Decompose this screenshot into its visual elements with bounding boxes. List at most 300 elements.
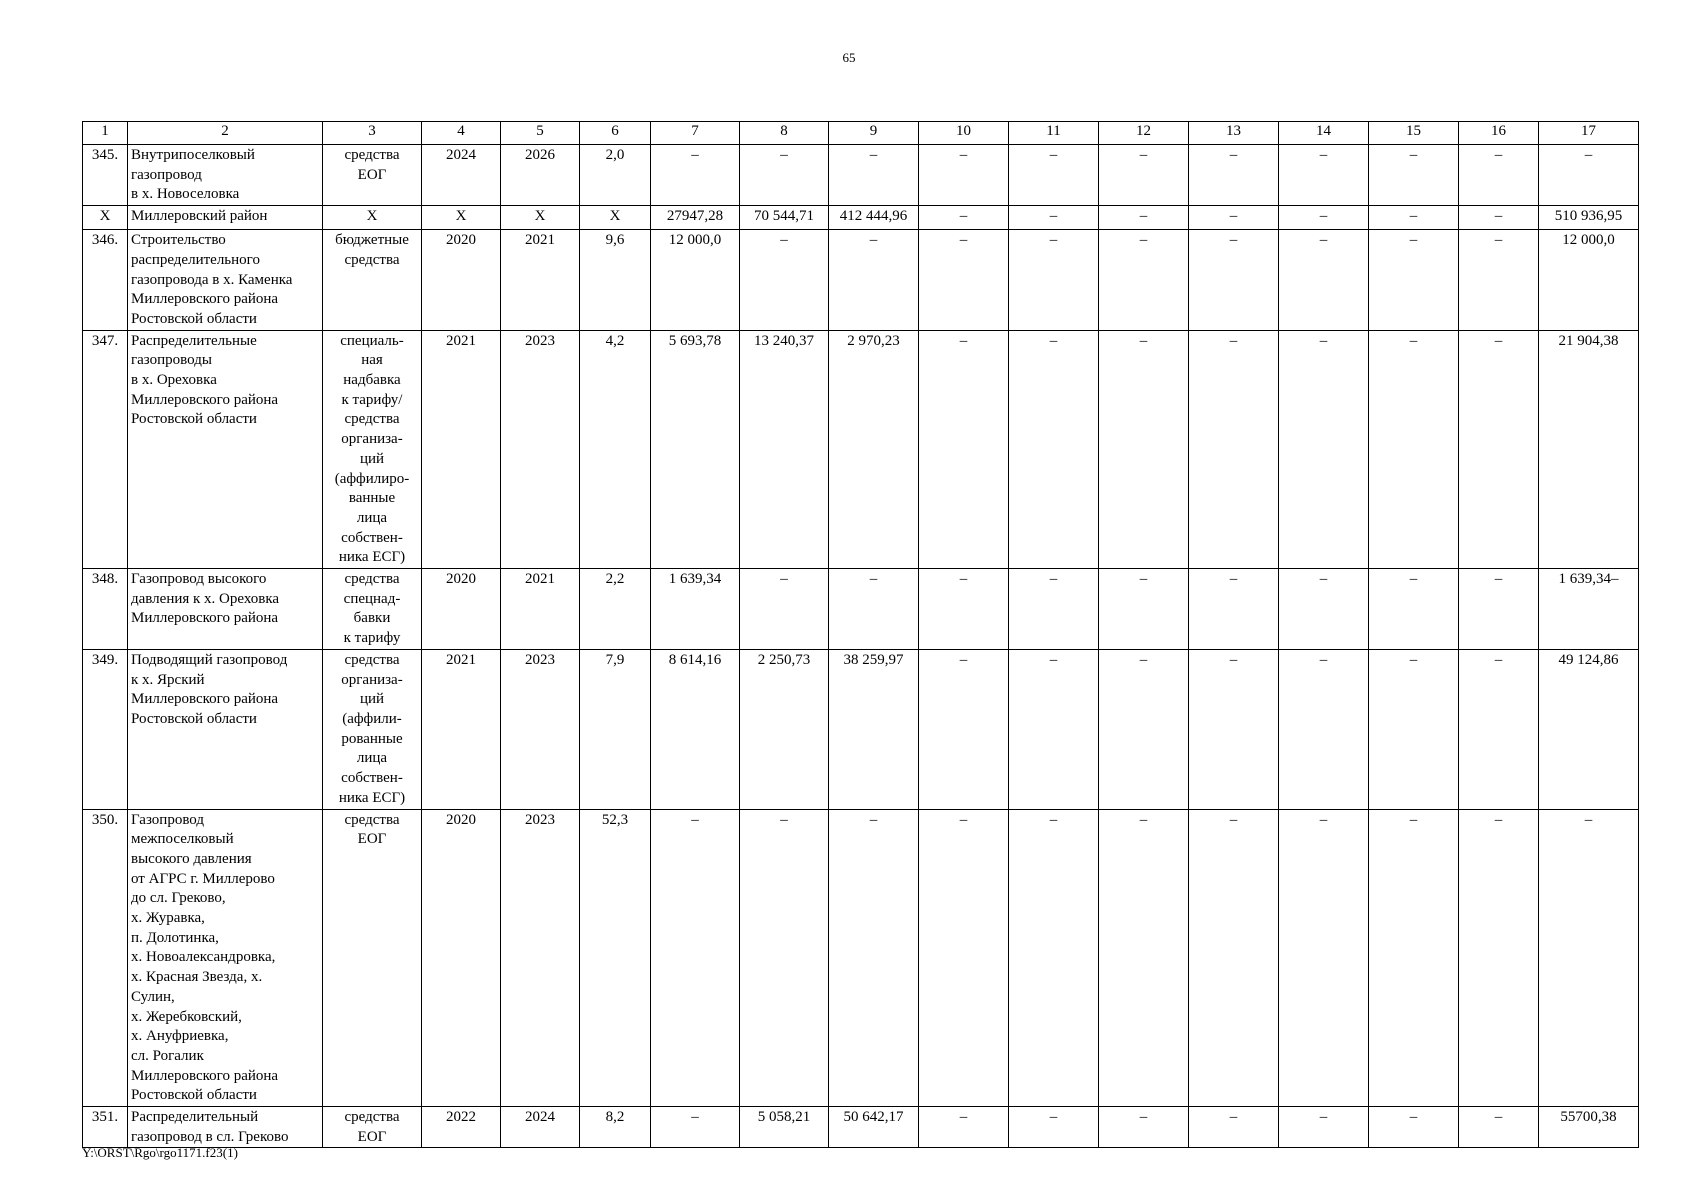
cell-value: 27947,28	[666, 208, 724, 225]
table-cell	[1099, 145, 1189, 206]
cell-value: –	[1409, 208, 1418, 225]
table-cell	[1189, 569, 1279, 650]
cell-value: –	[959, 811, 968, 828]
table-cell	[501, 230, 580, 331]
table-cell	[740, 569, 829, 650]
row-number: 345.	[91, 147, 119, 163]
cell-value: 2026	[525, 147, 555, 163]
cell-value: –	[1494, 147, 1503, 163]
table-row	[83, 230, 1639, 331]
table-cell	[829, 145, 919, 206]
object-name: Миллеровский район	[131, 208, 268, 225]
cell-value: –	[959, 1109, 968, 1126]
cell-value: –	[869, 811, 878, 828]
table-cell	[829, 809, 919, 1107]
table-cell	[580, 1107, 651, 1148]
table-cell	[1009, 230, 1099, 331]
cell-value: –	[1319, 651, 1328, 668]
cell-value: 8,2	[605, 1109, 625, 1126]
cell-value: 2023	[525, 811, 555, 828]
table-cell	[1279, 809, 1369, 1107]
cell-value: –	[1229, 811, 1238, 828]
row-number: 349.	[91, 651, 119, 668]
cell-value: –	[1409, 811, 1418, 828]
cell-value: –	[1409, 147, 1418, 163]
row-number: 346.	[91, 232, 119, 249]
table-cell	[323, 330, 422, 568]
table-cell	[1099, 569, 1189, 650]
table-cell	[1539, 809, 1639, 1107]
cell-value: 2024	[525, 1109, 555, 1126]
table-cell	[1459, 145, 1539, 206]
column-header: 5	[501, 122, 580, 145]
table-cell	[919, 330, 1009, 568]
table-cell	[651, 145, 740, 206]
funding-source: специаль- ная надбавка к тарифу/ средства организа- ций (аффилиро- ванные лица собствен- ника ЕСГ)	[334, 332, 410, 566]
table-cell	[651, 569, 740, 650]
cell-value: 2023	[525, 332, 555, 349]
cell-value: –	[1409, 1109, 1418, 1126]
table-cell	[83, 230, 128, 331]
table-cell	[829, 649, 919, 809]
table-cell	[1459, 230, 1539, 331]
cell-value: –	[1319, 232, 1328, 249]
object-name: Строительство распределительного газопровода в х. Каменка Миллеровского района Ростовской области	[131, 232, 293, 327]
object-name: Внутрипоселковый газопровод в х. Новоселовка	[131, 147, 255, 203]
column-header: 1	[83, 122, 128, 145]
page-number: 65	[842, 50, 856, 65]
table-cell	[1099, 206, 1189, 230]
funding-source: средства ЕОГ	[344, 811, 400, 848]
table-cell	[1099, 330, 1189, 568]
table-cell	[919, 206, 1009, 230]
table-cell	[740, 230, 829, 331]
table-cell	[1279, 330, 1369, 568]
cell-value: –	[1319, 332, 1328, 349]
object-name: Подводящий газопровод к х. Ярский Миллеровского района Ростовской области	[131, 651, 288, 727]
table-cell	[1099, 809, 1189, 1107]
table-row	[83, 1107, 1639, 1148]
cell-value: –	[959, 147, 968, 163]
cell-value: –	[1229, 571, 1238, 588]
cell-value: 2023	[525, 651, 555, 668]
cell-value: –	[869, 232, 878, 249]
table-cell	[1459, 569, 1539, 650]
table-cell	[422, 206, 501, 230]
table-cell	[501, 330, 580, 568]
row-number: 350.	[91, 811, 119, 828]
object-name: Газопровод межпоселковый высокого давления от АГРС г. Миллерово до сл. Греково, х. Журавка, п. Долотинка, х. Новоалександровка, х. Красная Звезда, х. Сулин, х. Жеребковский, х. Ануфриевка, сл. Рогалик Миллеровского района Ростовской области	[131, 811, 279, 1104]
cell-value: –	[1494, 332, 1503, 349]
cell-value: –	[1139, 332, 1148, 349]
cell-value: 2021	[446, 332, 476, 349]
cell-value: 2021	[446, 651, 476, 668]
table-cell	[740, 145, 829, 206]
cell-value: –	[1409, 232, 1418, 249]
table-cell	[323, 145, 422, 206]
cell-value: 412 444,96	[839, 208, 908, 225]
table-cell	[1189, 145, 1279, 206]
table-cell	[740, 330, 829, 568]
table-cell	[128, 809, 323, 1107]
column-header: 15	[1369, 122, 1459, 145]
cell-value: 510 936,95	[1554, 208, 1623, 225]
cell-value: –	[1139, 1109, 1148, 1126]
column-header: 2	[128, 122, 323, 145]
table-cell	[1009, 145, 1099, 206]
table-cell	[1459, 330, 1539, 568]
cell-value: –	[1494, 651, 1503, 668]
object-name: Газопровод высокого давления к х. Ореховка Миллеровского района	[131, 571, 280, 627]
cell-value: Х	[534, 208, 546, 225]
cell-value: 38 259,97	[843, 651, 904, 668]
table-cell	[422, 649, 501, 809]
investment-table	[82, 121, 1639, 1148]
column-header: 11	[1009, 122, 1099, 145]
table-cell	[1189, 206, 1279, 230]
column-header: 6	[580, 122, 651, 145]
column-header: 4	[422, 122, 501, 145]
table-cell	[651, 649, 740, 809]
table-cell	[1539, 569, 1639, 650]
cell-value: –	[959, 571, 968, 588]
table-cell	[740, 1107, 829, 1148]
table-cell	[1279, 145, 1369, 206]
cell-value: 2021	[525, 232, 555, 249]
cell-value: –	[1049, 811, 1058, 828]
table-cell	[422, 1107, 501, 1148]
cell-value: –	[1494, 811, 1503, 828]
table-cell	[919, 569, 1009, 650]
table-cell	[1459, 809, 1539, 1107]
table-cell	[1279, 569, 1369, 650]
cell-value: –	[1049, 571, 1058, 588]
cell-value: 2020	[446, 571, 476, 588]
funding-source: бюджетные средства	[335, 232, 409, 268]
funding-source: средства организа- ций (аффили- рованные лица собствен- ника ЕСГ)	[338, 651, 406, 806]
table-cell	[1099, 649, 1189, 809]
table-cell	[651, 230, 740, 331]
cell-value: –	[869, 147, 878, 163]
cell-value: –	[1049, 232, 1058, 249]
cell-value: –	[959, 332, 968, 349]
cell-value: –	[1319, 208, 1328, 225]
table-cell	[1369, 1107, 1459, 1148]
cell-value: 70 544,71	[754, 208, 814, 225]
cell-value: 2022	[446, 1109, 476, 1126]
table-cell	[740, 206, 829, 230]
table-cell	[1539, 145, 1639, 206]
table-cell	[1189, 1107, 1279, 1148]
table-cell	[1099, 1107, 1189, 1148]
table-cell	[1459, 1107, 1539, 1148]
cell-value: 13 240,37	[754, 332, 814, 349]
table-body	[83, 145, 1639, 1148]
table-cell	[83, 649, 128, 809]
table-cell	[580, 649, 651, 809]
cell-value: 2020	[446, 811, 476, 828]
funding-source: Х	[366, 208, 378, 225]
table-cell	[1279, 649, 1369, 809]
header-row	[83, 122, 1639, 145]
cell-value: 4,2	[605, 332, 625, 349]
cell-value: 12 000,0	[1562, 232, 1615, 249]
table-cell	[651, 206, 740, 230]
cell-value: –	[1139, 651, 1148, 668]
column-header: 12	[1099, 122, 1189, 145]
table-cell	[580, 330, 651, 568]
table-cell	[83, 206, 128, 230]
cell-value: 2,0	[605, 147, 625, 163]
funding-source: средства ЕОГ	[344, 1109, 400, 1145]
table-cell	[83, 1107, 128, 1148]
table-cell	[829, 330, 919, 568]
cell-value: 49 124,86	[1558, 651, 1619, 668]
table-cell	[422, 330, 501, 568]
table-cell	[919, 145, 1009, 206]
table-cell	[501, 569, 580, 650]
column-header: 7	[651, 122, 740, 145]
table-cell	[83, 330, 128, 568]
table-cell	[919, 649, 1009, 809]
cell-value: –	[1494, 571, 1503, 588]
table-cell	[323, 1107, 422, 1148]
table-cell	[128, 330, 323, 568]
cell-value: –	[780, 232, 788, 249]
cell-value: 12 000,0	[668, 232, 722, 249]
column-header: 17	[1539, 122, 1639, 145]
table-cell	[740, 809, 829, 1107]
cell-value: –	[1409, 651, 1418, 668]
table-cell	[919, 230, 1009, 331]
cell-value: –	[780, 147, 788, 163]
cell-value: –	[1584, 811, 1593, 828]
table-cell	[1539, 649, 1639, 809]
cell-value: –	[1409, 571, 1418, 588]
table-cell	[323, 206, 422, 230]
cell-value: –	[1229, 208, 1238, 225]
table-cell	[128, 1107, 323, 1148]
table-cell	[1459, 649, 1539, 809]
cell-value: 2 250,73	[757, 651, 811, 668]
table-cell	[1279, 1107, 1369, 1148]
table-cell	[1539, 206, 1639, 230]
table-cell	[323, 230, 422, 331]
table-cell	[651, 1107, 740, 1148]
table-cell	[1369, 330, 1459, 568]
table-cell	[580, 809, 651, 1107]
table-cell	[128, 145, 323, 206]
column-header: 13	[1189, 122, 1279, 145]
table-cell	[1009, 569, 1099, 650]
table-cell	[1279, 206, 1369, 230]
cell-value: –	[1049, 208, 1058, 225]
cell-value: –	[1494, 1109, 1503, 1126]
cell-value: 55700,38	[1560, 1109, 1617, 1126]
table-row	[83, 809, 1639, 1107]
table-cell	[1539, 230, 1639, 331]
row-number: 351.	[91, 1109, 119, 1126]
table-cell	[580, 206, 651, 230]
cell-value: 8 614,16	[668, 651, 722, 668]
cell-value: –	[1139, 147, 1148, 163]
file-path-footer: Y:\ORST\Rgo\rgo1171.f23(1)	[82, 1145, 238, 1160]
table-cell	[323, 809, 422, 1107]
table-cell	[1009, 1107, 1099, 1148]
cell-value: –	[1229, 1109, 1238, 1126]
cell-value: –	[1049, 1109, 1058, 1126]
object-name: Распределительный газопровод в сл. Греково	[131, 1109, 289, 1145]
table-cell	[1189, 809, 1279, 1107]
table-cell	[1369, 569, 1459, 650]
table-cell	[829, 1107, 919, 1148]
table-cell	[83, 569, 128, 650]
cell-value: 21 904,38	[1558, 332, 1619, 349]
table-cell	[1189, 649, 1279, 809]
table-cell	[1459, 206, 1539, 230]
cell-value: –	[1229, 147, 1238, 163]
cell-value: –	[1319, 147, 1328, 163]
column-header: 10	[919, 122, 1009, 145]
funding-source: средства спецнад- бавки к тарифу	[343, 571, 401, 647]
table-cell	[580, 145, 651, 206]
table-cell	[580, 230, 651, 331]
cell-value: –	[691, 811, 699, 828]
cell-value: 2020	[446, 232, 476, 249]
table-cell	[1369, 230, 1459, 331]
table-row	[83, 569, 1639, 650]
row-number: 348.	[91, 571, 119, 588]
cell-value: –	[1229, 651, 1238, 668]
cell-value: –	[1229, 232, 1238, 249]
table-cell	[829, 230, 919, 331]
table-cell	[919, 809, 1009, 1107]
table-cell	[651, 809, 740, 1107]
cell-value: –	[780, 811, 788, 828]
cell-value: 2 970,23	[847, 332, 900, 349]
cell-value: –	[1584, 147, 1593, 163]
cell-value: 5 693,78	[668, 332, 722, 349]
table-cell	[501, 206, 580, 230]
cell-value: 2024	[446, 147, 476, 163]
cell-value: –	[1049, 147, 1058, 163]
table-cell	[1099, 230, 1189, 331]
cell-value: Х	[455, 208, 467, 225]
table-cell	[128, 206, 323, 230]
table-cell	[1009, 649, 1099, 809]
cell-value: –	[1494, 232, 1503, 249]
table-cell	[740, 649, 829, 809]
cell-value: 2021	[525, 571, 555, 588]
cell-value: Х	[609, 208, 621, 225]
table-cell	[128, 569, 323, 650]
cell-value: –	[1049, 651, 1058, 668]
cell-value: –	[869, 571, 878, 588]
table-cell	[1369, 145, 1459, 206]
table-cell	[323, 649, 422, 809]
table-cell	[422, 569, 501, 650]
table-cell	[1009, 809, 1099, 1107]
column-header: 16	[1459, 122, 1539, 145]
table-cell	[1189, 330, 1279, 568]
column-header: 3	[323, 122, 422, 145]
table-cell	[422, 145, 501, 206]
column-header: 8	[740, 122, 829, 145]
table-cell	[651, 330, 740, 568]
cell-value: –	[691, 1109, 699, 1126]
table-cell	[422, 230, 501, 331]
cell-value: –	[1319, 1109, 1328, 1126]
table-cell	[1189, 230, 1279, 331]
table-cell	[1369, 809, 1459, 1107]
table-cell	[919, 1107, 1009, 1148]
table-cell	[829, 206, 919, 230]
cell-value: –	[1319, 811, 1328, 828]
row-number: 347.	[91, 332, 119, 349]
table-cell	[323, 569, 422, 650]
cell-value: –	[959, 232, 968, 249]
table-cell	[1539, 330, 1639, 568]
column-header: 9	[829, 122, 919, 145]
table-cell	[501, 145, 580, 206]
cell-value: –	[1139, 571, 1148, 588]
cell-value: –	[1139, 208, 1148, 225]
table-cell	[128, 230, 323, 331]
table-cell	[1369, 649, 1459, 809]
cell-value: –	[1139, 811, 1148, 828]
cell-value: 9,6	[605, 232, 625, 249]
table-cell	[83, 809, 128, 1107]
cell-value: –	[1409, 332, 1418, 349]
row-number: Х	[99, 208, 111, 225]
table-row	[83, 145, 1639, 206]
cell-value: 52,3	[601, 811, 629, 828]
table-cell	[83, 145, 128, 206]
cell-value: –	[1139, 232, 1148, 249]
table-cell	[1279, 230, 1369, 331]
table-cell	[1369, 206, 1459, 230]
table-row	[83, 649, 1639, 809]
cell-value: 5 058,21	[757, 1109, 811, 1126]
column-header: 14	[1279, 122, 1369, 145]
object-name: Распределительные газопроводы в х. Ореховка Миллеровского района Ростовской области	[131, 332, 279, 428]
table-row	[83, 206, 1639, 230]
funding-source: средства ЕОГ	[344, 147, 400, 183]
table-cell	[501, 809, 580, 1107]
table-cell	[1539, 1107, 1639, 1148]
cell-value: –	[959, 651, 968, 668]
cell-value: –	[1049, 332, 1058, 349]
cell-value: –	[1229, 332, 1238, 349]
table-cell	[501, 1107, 580, 1148]
table-cell	[1009, 206, 1099, 230]
table-cell	[580, 569, 651, 650]
table-cell	[829, 569, 919, 650]
table-cell	[1009, 330, 1099, 568]
cell-value: –	[1319, 571, 1328, 588]
cell-value: 1 639,34–	[1558, 571, 1619, 588]
cell-value: –	[1494, 208, 1503, 225]
cell-value: –	[959, 208, 968, 225]
cell-value: –	[691, 147, 699, 163]
table-cell	[128, 649, 323, 809]
table-cell	[501, 649, 580, 809]
cell-value: –	[780, 571, 788, 588]
cell-value: 7,9	[605, 651, 625, 668]
table-cell	[422, 809, 501, 1107]
table-row	[83, 330, 1639, 568]
cell-value: 2,2	[605, 571, 625, 588]
